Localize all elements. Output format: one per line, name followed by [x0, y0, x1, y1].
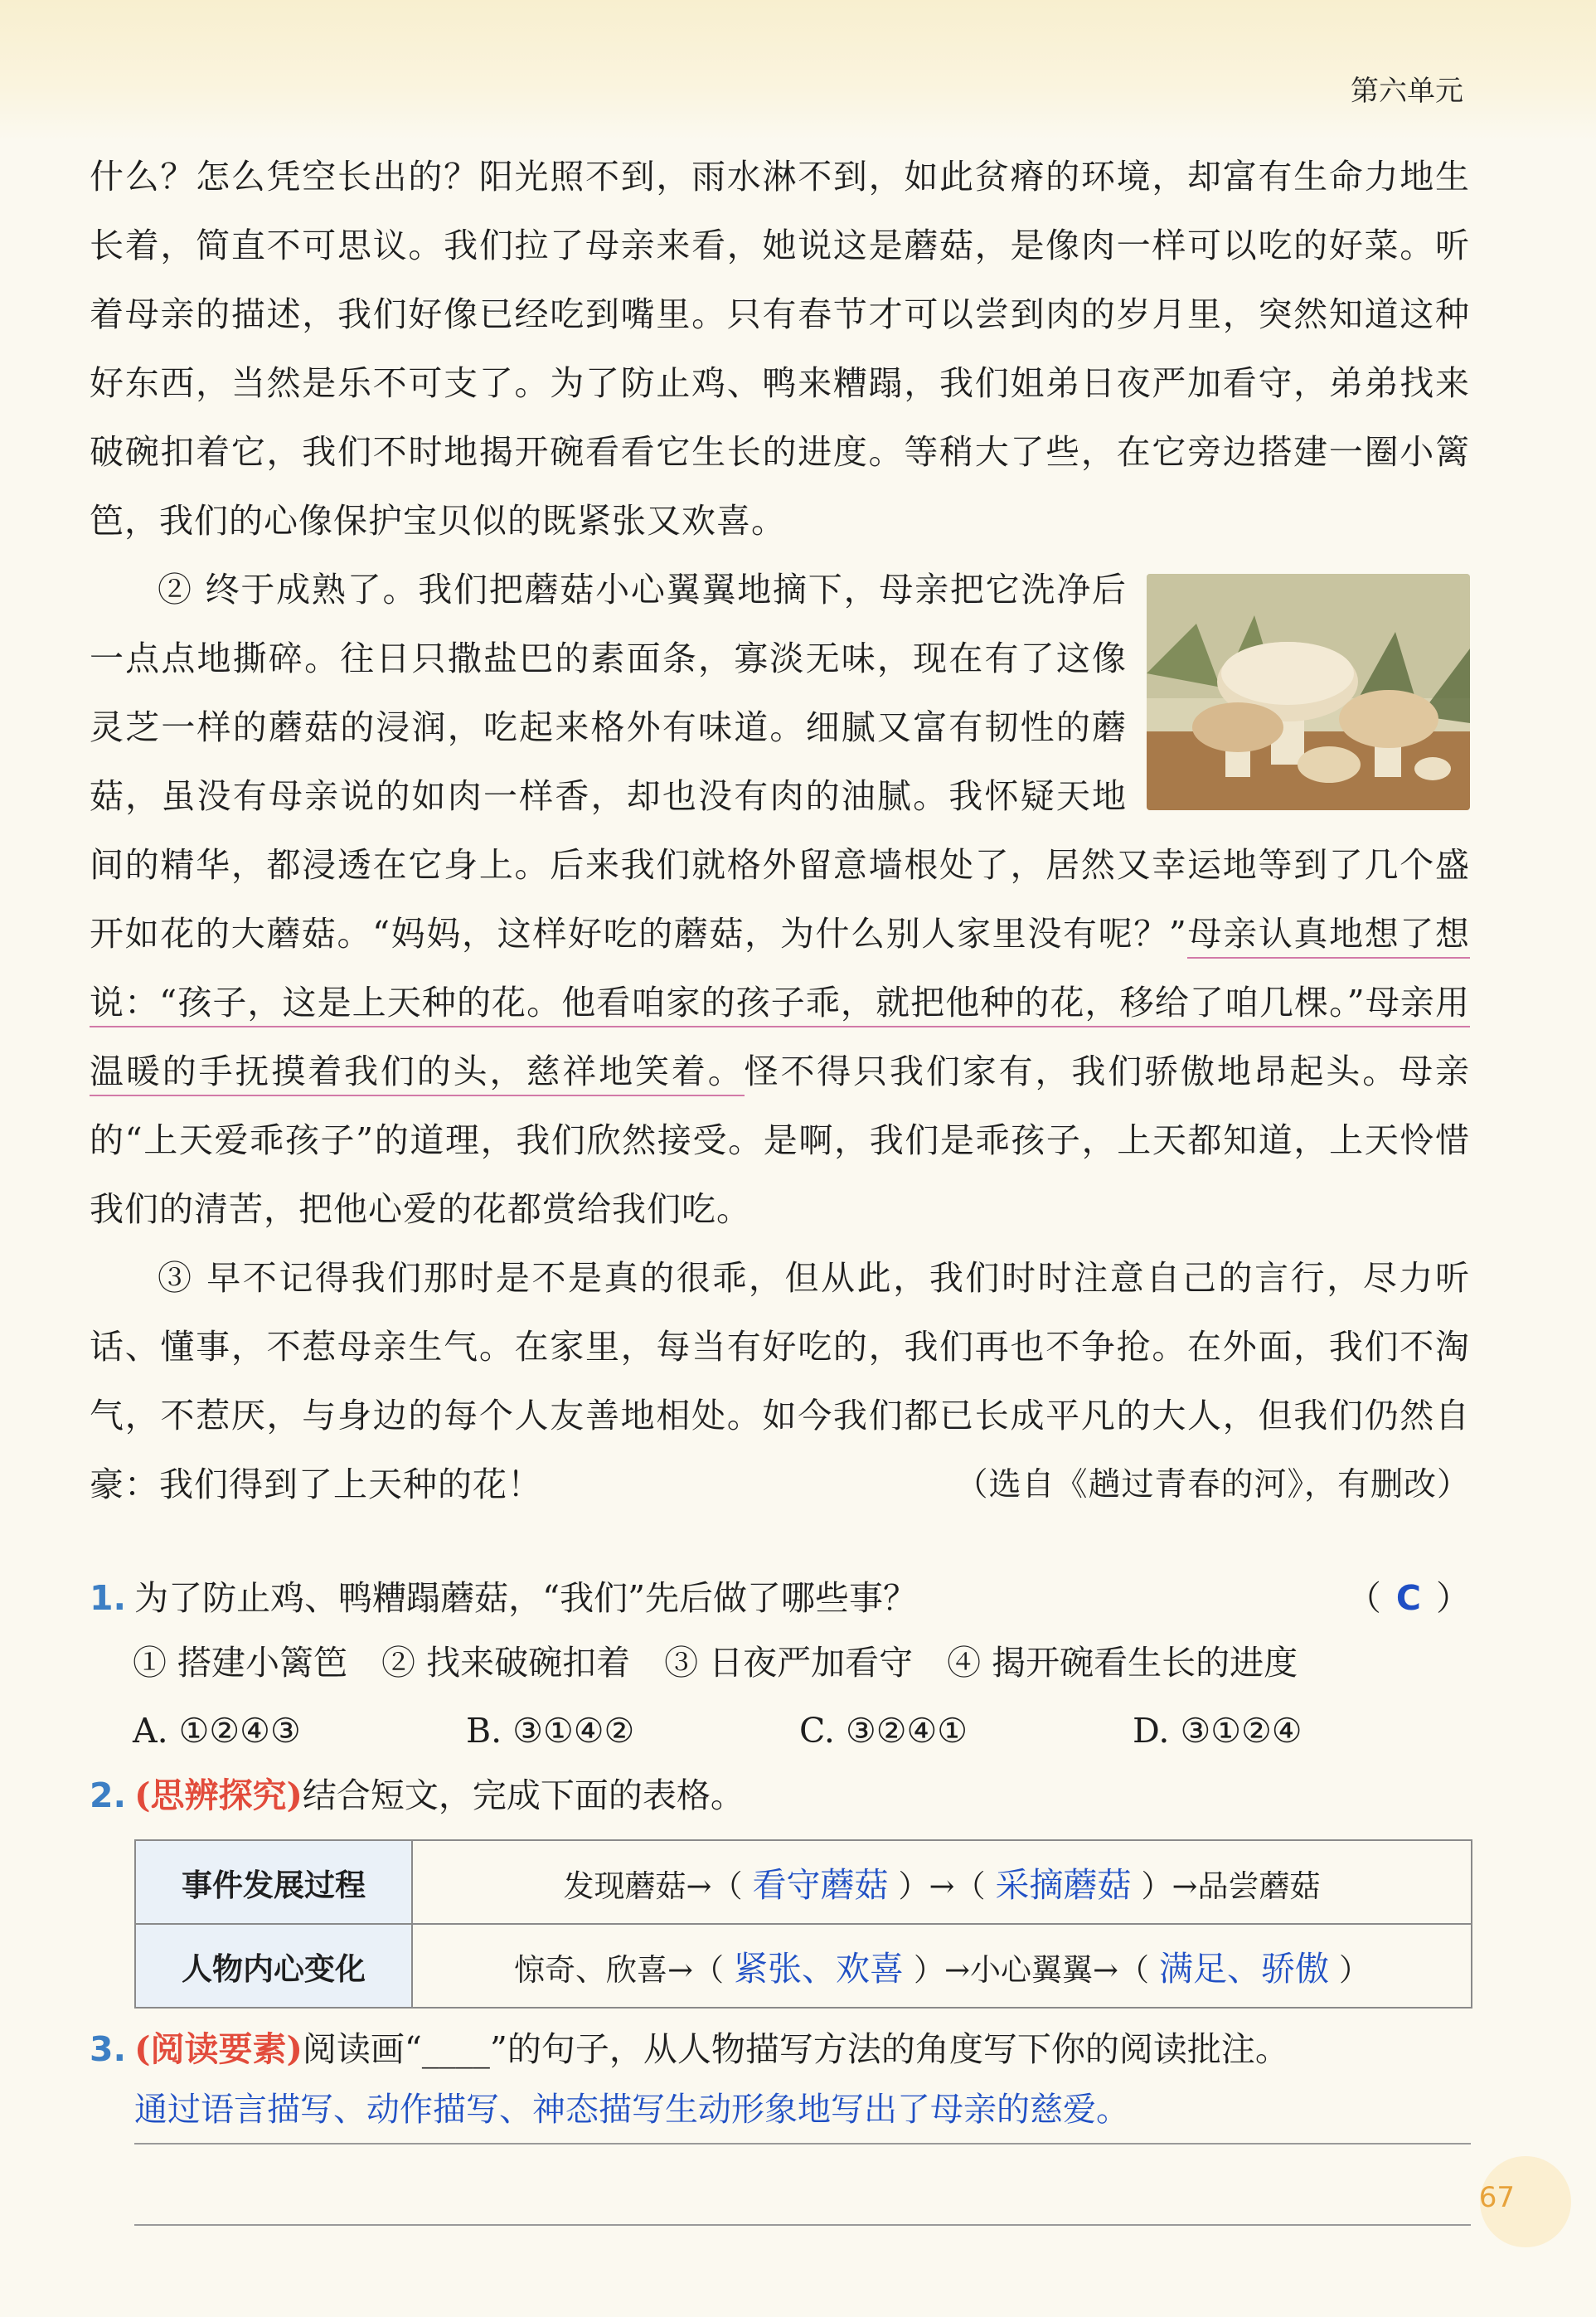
- mushroom-illustration: [1147, 574, 1470, 810]
- table-cell: 发现蘑菇→（ 看守蘑菇 ）→（ 采摘蘑菇 ）→品尝蘑菇: [412, 1840, 1472, 1924]
- answer-table: [134, 1839, 1472, 2009]
- table-row: [135, 1924, 1472, 2008]
- page-number: 67: [1478, 2181, 1515, 2214]
- paragraph-1-end: 什么？怎么凭空长出的？阳光照不到，雨水淋不到，如此贫瘠的环境，却富有生命力地生长着，简直不可思议。我们拉了母亲来看，她说这是蘑菇，是像肉一样可以吃的好菜。听着母亲的描述，我们好像已经吃到嘴里。只有春节才可以尝到肉的岁月里，突然知道这种好东西，当然是乐不可支了。为了防止鸡、鸭来糟蹋，我们姐弟日夜严加看守，弟弟找来破碗扣着它，我们不时地揭开碗看看它生长的进度。等稍大了些，在它旁边搭建一圈小篱笆，我们的心像保护宝贝似的既紧张又欢喜。: [90, 157, 1470, 541]
- reading-passage: [90, 143, 1470, 1519]
- question-2: [90, 1766, 1470, 1824]
- question-tag: (阅读要素): [134, 2029, 303, 2069]
- answer-choice: C: [1395, 1578, 1421, 1618]
- table-cell: 惊奇、欣喜→（ 紧张、欢喜 ）→小心翼翼→（ 满足、骄傲 ）: [412, 1924, 1472, 2008]
- question-1-choices: [133, 1702, 1472, 1760]
- question-number: 3.: [90, 2029, 127, 2069]
- filled-answer: 紧张、欢喜: [734, 1949, 904, 1989]
- paragraph-3: [90, 1244, 1470, 1519]
- filled-answer: 采摘蘑菇: [995, 1865, 1132, 1905]
- question-number: 2.: [90, 1775, 127, 1815]
- question-text: 结合短文，完成下面的表格。: [302, 1775, 745, 1815]
- choice-c: C. ③②④①: [799, 1711, 968, 1751]
- choice-a: A. ①②④③: [133, 1711, 301, 1751]
- paragraph-3-text: ③ 早不记得我们那时是不是真的很乖，但从此，我们时时注意自己的言行，尽力听话、懂事，不惹母亲生气。在家里，每当有好吃的，我们再也不争抢。在外面，我们不淘气，不惹厌，与身边的每个人友善地相处。如今我们都已长成平凡的大人，但我们仍然自豪：我们得到了上天种的花！: [90, 1258, 1470, 1504]
- question-1: [90, 1569, 1470, 1627]
- underlined-sentence: 母亲认真地想了想说：“孩子，这是上天种的花。他看咱家的孩子乖，就把他种的花，移给了咱几棵。”母亲用温暖的手抚摸着我们的头，慈祥地笑着。: [90, 914, 1470, 1096]
- choice-d: D. ③①②④: [1133, 1711, 1303, 1751]
- question-1-items: ① 搭建小篱笆 ② 找来破碗扣着 ③ 日夜严加看守 ④ 揭开碗看生长的进度: [133, 1643, 1298, 1683]
- table-row: [135, 1840, 1472, 1924]
- written-answer: 通过语言描写、动作描写、神态描写生动形象地写出了母亲的慈爱。: [134, 2091, 1129, 2129]
- question-text: 阅读画“____”的句子，从人物描写方法的角度写下你的阅读批注。: [302, 2029, 1289, 2069]
- source-note: （选自《趟过青春的河》，有删改）: [955, 1466, 1470, 1503]
- choice-b: B. ③①④②: [466, 1711, 635, 1751]
- answer-line: [134, 2143, 1471, 2145]
- filled-answer: 满足、骄傲: [1159, 1949, 1330, 1989]
- question-tag: (思辨探究): [134, 1775, 303, 1815]
- question-text: 为了防止鸡、鸭糟蹋蘑菇，“我们”先后做了哪些事？: [134, 1578, 918, 1618]
- question-number: 1.: [90, 1578, 127, 1618]
- paragraph-2-text-b: 怪不得只我们家有，我们骄傲地昂起头。母亲的“上天爱乖孩子”的道理，我们欣然接受。是啊，我们是乖孩子，上天都知道，上天怜惜我们的清苦，把他心爱的花都赏给我们吃。: [90, 1052, 1471, 1229]
- question-3: [90, 2020, 1470, 2078]
- answer-line: [134, 2224, 1471, 2226]
- answer-bracket: （ C ）: [1346, 1578, 1470, 1618]
- row-header: 事件发展过程: [135, 1840, 412, 1924]
- filled-answer: 看守蘑菇: [752, 1865, 889, 1905]
- row-header: 人物内心变化: [135, 1924, 412, 2008]
- paragraph-2-text-a: ② 终于成熟了。我们把蘑菇小心翼翼地摘下，母亲把它洗净后一点点地撕碎。往日只撒盐巴的素面条，寡淡无味，现在有了这像灵芝一样的蘑菇的浸润，吃起来格外有味道。细腻又富有韧性的蘑菇，虽没有母亲说的如肉一样香，却也没有肉的油腻。我怀疑天地间的精华，都浸透在它身上。后来我们就格外留意墙根处了，居然又幸运地等到了几个盛开如花的大蘑菇。“妈妈，这样好吃的蘑菇，为什么别人家里没有呢？”: [90, 570, 1470, 954]
- unit-label: 第六单元: [1351, 75, 1463, 108]
